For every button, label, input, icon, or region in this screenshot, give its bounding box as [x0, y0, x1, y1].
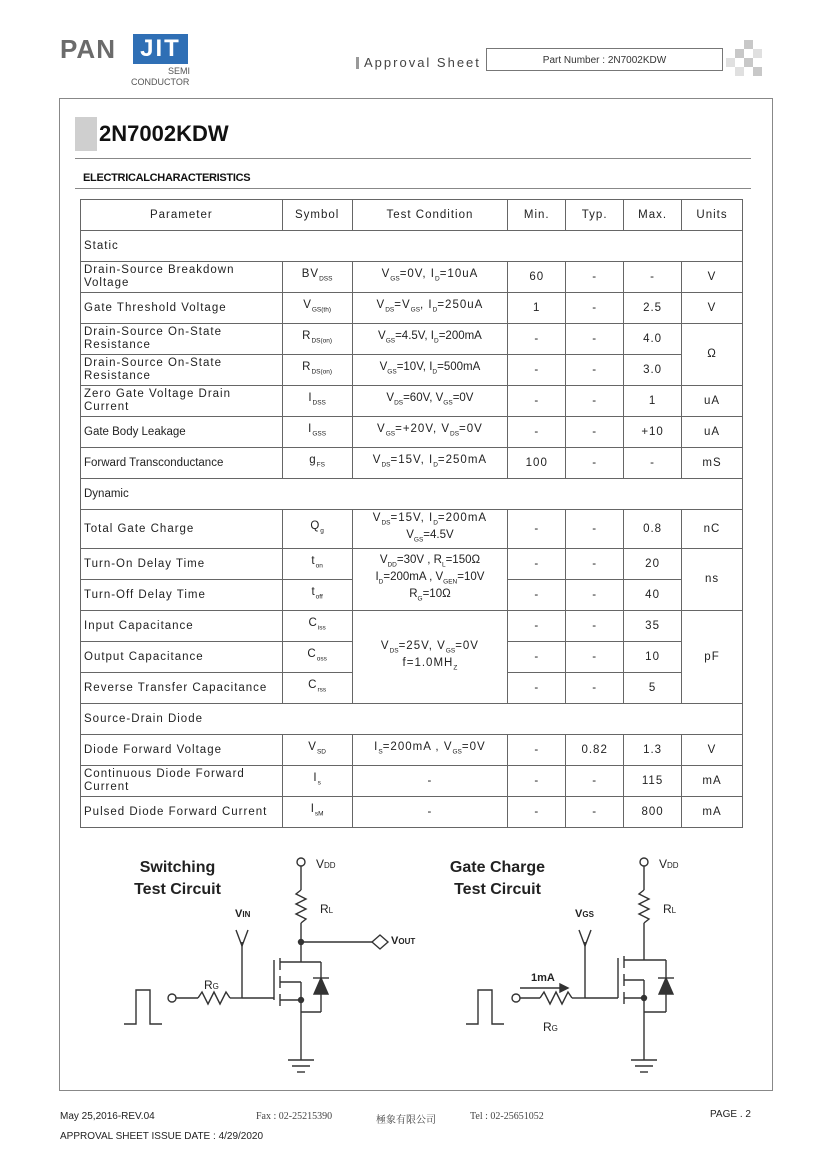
label-vdd-switching: VDD	[316, 857, 336, 871]
min-cell: -	[508, 510, 566, 549]
logo-semi: SEMI	[167, 66, 190, 76]
header-max: Max.	[624, 200, 682, 231]
max-cell: 0.8	[624, 510, 682, 549]
param-cell: Reverse Transfer Capacitance	[81, 673, 283, 704]
symbol-cell: $BV_{DSS}$	[282, 262, 352, 293]
unit-cell: mA	[682, 766, 743, 797]
condition-cell: $V_{DS}=25V$, $V_{GS}=0V$ $f=1.0MH_Z$	[352, 611, 508, 704]
typ-cell: -	[566, 355, 624, 386]
min-cell: -	[508, 549, 566, 580]
label-vdd-gate: VDD	[659, 857, 679, 871]
param-cell: Output Capacitance	[81, 642, 283, 673]
condition-cell: $V_{GS}=0V$, $I_D=10uA$	[352, 262, 508, 293]
min-cell: 60	[508, 262, 566, 293]
max-cell: 20	[624, 549, 682, 580]
unit-cell: uA	[682, 417, 743, 448]
approval-sheet-label: Approval Sheet	[364, 55, 481, 70]
unit-cell: V	[682, 262, 743, 293]
max-cell: -	[624, 262, 682, 293]
label-rl-gate: RL	[663, 902, 677, 916]
min-cell: -	[508, 417, 566, 448]
param-cell: Drain-Source On-State Resistance	[81, 355, 283, 386]
unit-cell: V	[682, 735, 743, 766]
typ-cell: -	[566, 797, 624, 828]
min-cell: -	[508, 580, 566, 611]
param-cell: Turn-On Delay Time	[81, 549, 283, 580]
param-cell: Continuous Diode Forward Current	[81, 766, 283, 797]
footer-company: 極象有限公司	[376, 1115, 436, 1126]
typ-cell: -	[566, 417, 624, 448]
footer-tel: Tel : 02-25651052	[470, 1111, 544, 1122]
unit-cell: nC	[682, 510, 743, 549]
typ-cell: -	[566, 448, 624, 479]
footer-issue-date: APPROVAL SHEET ISSUE DATE : 4/29/2020	[60, 1131, 264, 1142]
group-source-drain-diode: Source-Drain Diode	[81, 704, 743, 735]
group-dynamic: Dynamic	[81, 479, 743, 510]
param-cell: Forward Transconductance	[81, 448, 283, 479]
unit-cell-pf: pF	[682, 611, 743, 704]
part-number-box: Part Number : 2N7002KDW	[486, 48, 723, 71]
typ-cell: -	[566, 611, 624, 642]
param-cell: Gate Body Leakage	[81, 417, 283, 448]
symbol-cell: $R_{DS(on)}$	[282, 324, 352, 355]
min-cell: 1	[508, 293, 566, 324]
min-cell: -	[508, 324, 566, 355]
typ-cell: -	[566, 642, 624, 673]
typ-cell: -	[566, 549, 624, 580]
symbol-cell: $t_{on}$	[282, 549, 352, 580]
label-vout: VOUT	[391, 935, 416, 947]
max-cell: 3.0	[624, 355, 682, 386]
max-cell: 35	[624, 611, 682, 642]
min-cell: -	[508, 673, 566, 704]
unit-cell: mS	[682, 448, 743, 479]
symbol-cell: $I_s$	[282, 766, 352, 797]
symbol-cell: $g_{FS}$	[282, 448, 352, 479]
symbol-cell: $C_{iss}$	[282, 611, 352, 642]
min-cell: -	[508, 797, 566, 828]
max-cell: 800	[624, 797, 682, 828]
section-title: ELECTRICALCHARACTERISTICS	[83, 172, 251, 184]
logo-text-pan: PAN	[60, 34, 116, 64]
max-cell: +10	[624, 417, 682, 448]
max-cell: 4.0	[624, 324, 682, 355]
typ-cell: -	[566, 324, 624, 355]
label-rl-switching: RL	[320, 902, 334, 916]
symbol-cell: $I_{sM}$	[282, 797, 352, 828]
param-cell: Drain-Source Breakdown Voltage	[81, 262, 283, 293]
symbol-cell: $C_{rss}$	[282, 673, 352, 704]
typ-cell: 0.82	[566, 735, 624, 766]
typ-cell: -	[566, 766, 624, 797]
logo-text-jit: JIT	[133, 34, 188, 64]
header-typ: Typ.	[566, 200, 624, 231]
max-cell: 1.3	[624, 735, 682, 766]
condition-cell: $V_{DS}=60V$, $V_{GS}=0V$	[352, 386, 508, 417]
min-cell: -	[508, 766, 566, 797]
condition-cell: $V_{DD}=30V$ , $R_L=150\Omega$ $I_D=200mA$ , $V_{GEN}=10V$ $R_G=10\Omega$	[352, 549, 508, 611]
unit-cell: mA	[682, 797, 743, 828]
min-cell: -	[508, 386, 566, 417]
typ-cell: -	[566, 510, 624, 549]
condition-cell: $V_{GS}=4.5V$, $I_D=200mA$	[352, 324, 508, 355]
min-cell: -	[508, 355, 566, 386]
min-cell: -	[508, 735, 566, 766]
min-cell: 100	[508, 448, 566, 479]
param-cell: Gate Threshold Voltage	[81, 293, 283, 324]
symbol-cell: $I_{DSS}$	[282, 386, 352, 417]
condition-cell: $V_{GS}=+20V$, $V_{DS}=0V$	[352, 417, 508, 448]
unit-cell: uA	[682, 386, 743, 417]
symbol-cell: $Q_g$	[282, 510, 352, 549]
typ-cell: -	[566, 262, 624, 293]
max-cell: 5	[624, 673, 682, 704]
condition-cell: $V_{DS}=15V$, $I_D=250mA$	[352, 448, 508, 479]
symbol-cell: $R_{DS(on)}$	[282, 355, 352, 386]
group-static: Static	[81, 231, 743, 262]
header-min: Min.	[508, 200, 566, 231]
min-cell: -	[508, 611, 566, 642]
param-cell: Diode Forward Voltage	[81, 735, 283, 766]
switching-circuit-title: Switching Test Circuit	[134, 859, 221, 898]
max-cell: 115	[624, 766, 682, 797]
label-1ma: 1mA	[531, 972, 555, 984]
condition-cell: $I_S=200mA$ , $V_{GS}=0V$	[352, 735, 508, 766]
param-cell: Turn-Off Delay Time	[81, 580, 283, 611]
label-rg-gate: RG	[543, 1020, 558, 1034]
label-rg-switching: RG	[204, 978, 219, 992]
max-cell: 2.5	[624, 293, 682, 324]
min-cell: -	[508, 642, 566, 673]
symbol-cell: $V_{GS(th)}$	[282, 293, 352, 324]
symbol-cell: $I_{GSS}$	[282, 417, 352, 448]
typ-cell: -	[566, 673, 624, 704]
label-vgs: VGS	[575, 908, 594, 920]
label-vin: VIN	[235, 908, 251, 920]
param-cell: Input Capacitance	[81, 611, 283, 642]
unit-cell-ns: ns	[682, 549, 743, 611]
max-cell: -	[624, 448, 682, 479]
typ-cell: -	[566, 293, 624, 324]
footer-date-rev: May 25,2016-REV.04	[60, 1111, 155, 1122]
param-cell: Zero Gate Voltage Drain Current	[81, 386, 283, 417]
unit-cell-ohm: Ω	[682, 324, 743, 386]
condition-cell: $V_{DS}=15V$, $I_D=200mA$ $V_{GS}=4.5V$	[352, 510, 508, 549]
header-test-condition: Test Condition	[352, 200, 508, 231]
header-symbol: Symbol	[282, 200, 352, 231]
unit-cell: V	[682, 293, 743, 324]
footer-page: PAGE . 2	[710, 1109, 751, 1120]
condition-cell: -	[352, 797, 508, 828]
condition-cell: -	[352, 766, 508, 797]
param-cell: Total Gate Charge	[81, 510, 283, 549]
condition-cell: $V_{DS}=V_{GS}$, $I_D=250uA$	[352, 293, 508, 324]
max-cell: 40	[624, 580, 682, 611]
condition-cell: $V_{GS}=10V$, $I_D=500mA$	[352, 355, 508, 386]
logo-conductor: CONDUCTOR	[131, 77, 190, 87]
symbol-cell: $C_{oss}$	[282, 642, 352, 673]
param-cell: Drain-Source On-State Resistance	[81, 324, 283, 355]
header-units: Units	[682, 200, 743, 231]
typ-cell: -	[566, 386, 624, 417]
page-title: 2N7002KDW	[99, 121, 229, 146]
header-parameter: Parameter	[81, 200, 283, 231]
max-cell: 1	[624, 386, 682, 417]
symbol-cell: $V_{SD}$	[282, 735, 352, 766]
footer-fax: Fax : 02-25215390	[256, 1111, 333, 1122]
max-cell: 10	[624, 642, 682, 673]
typ-cell: -	[566, 580, 624, 611]
symbol-cell: $t_{off}$	[282, 580, 352, 611]
gate-charge-circuit-title: Gate Charge Test Circuit	[449, 859, 546, 898]
param-cell: Pulsed Diode Forward Current	[81, 797, 283, 828]
